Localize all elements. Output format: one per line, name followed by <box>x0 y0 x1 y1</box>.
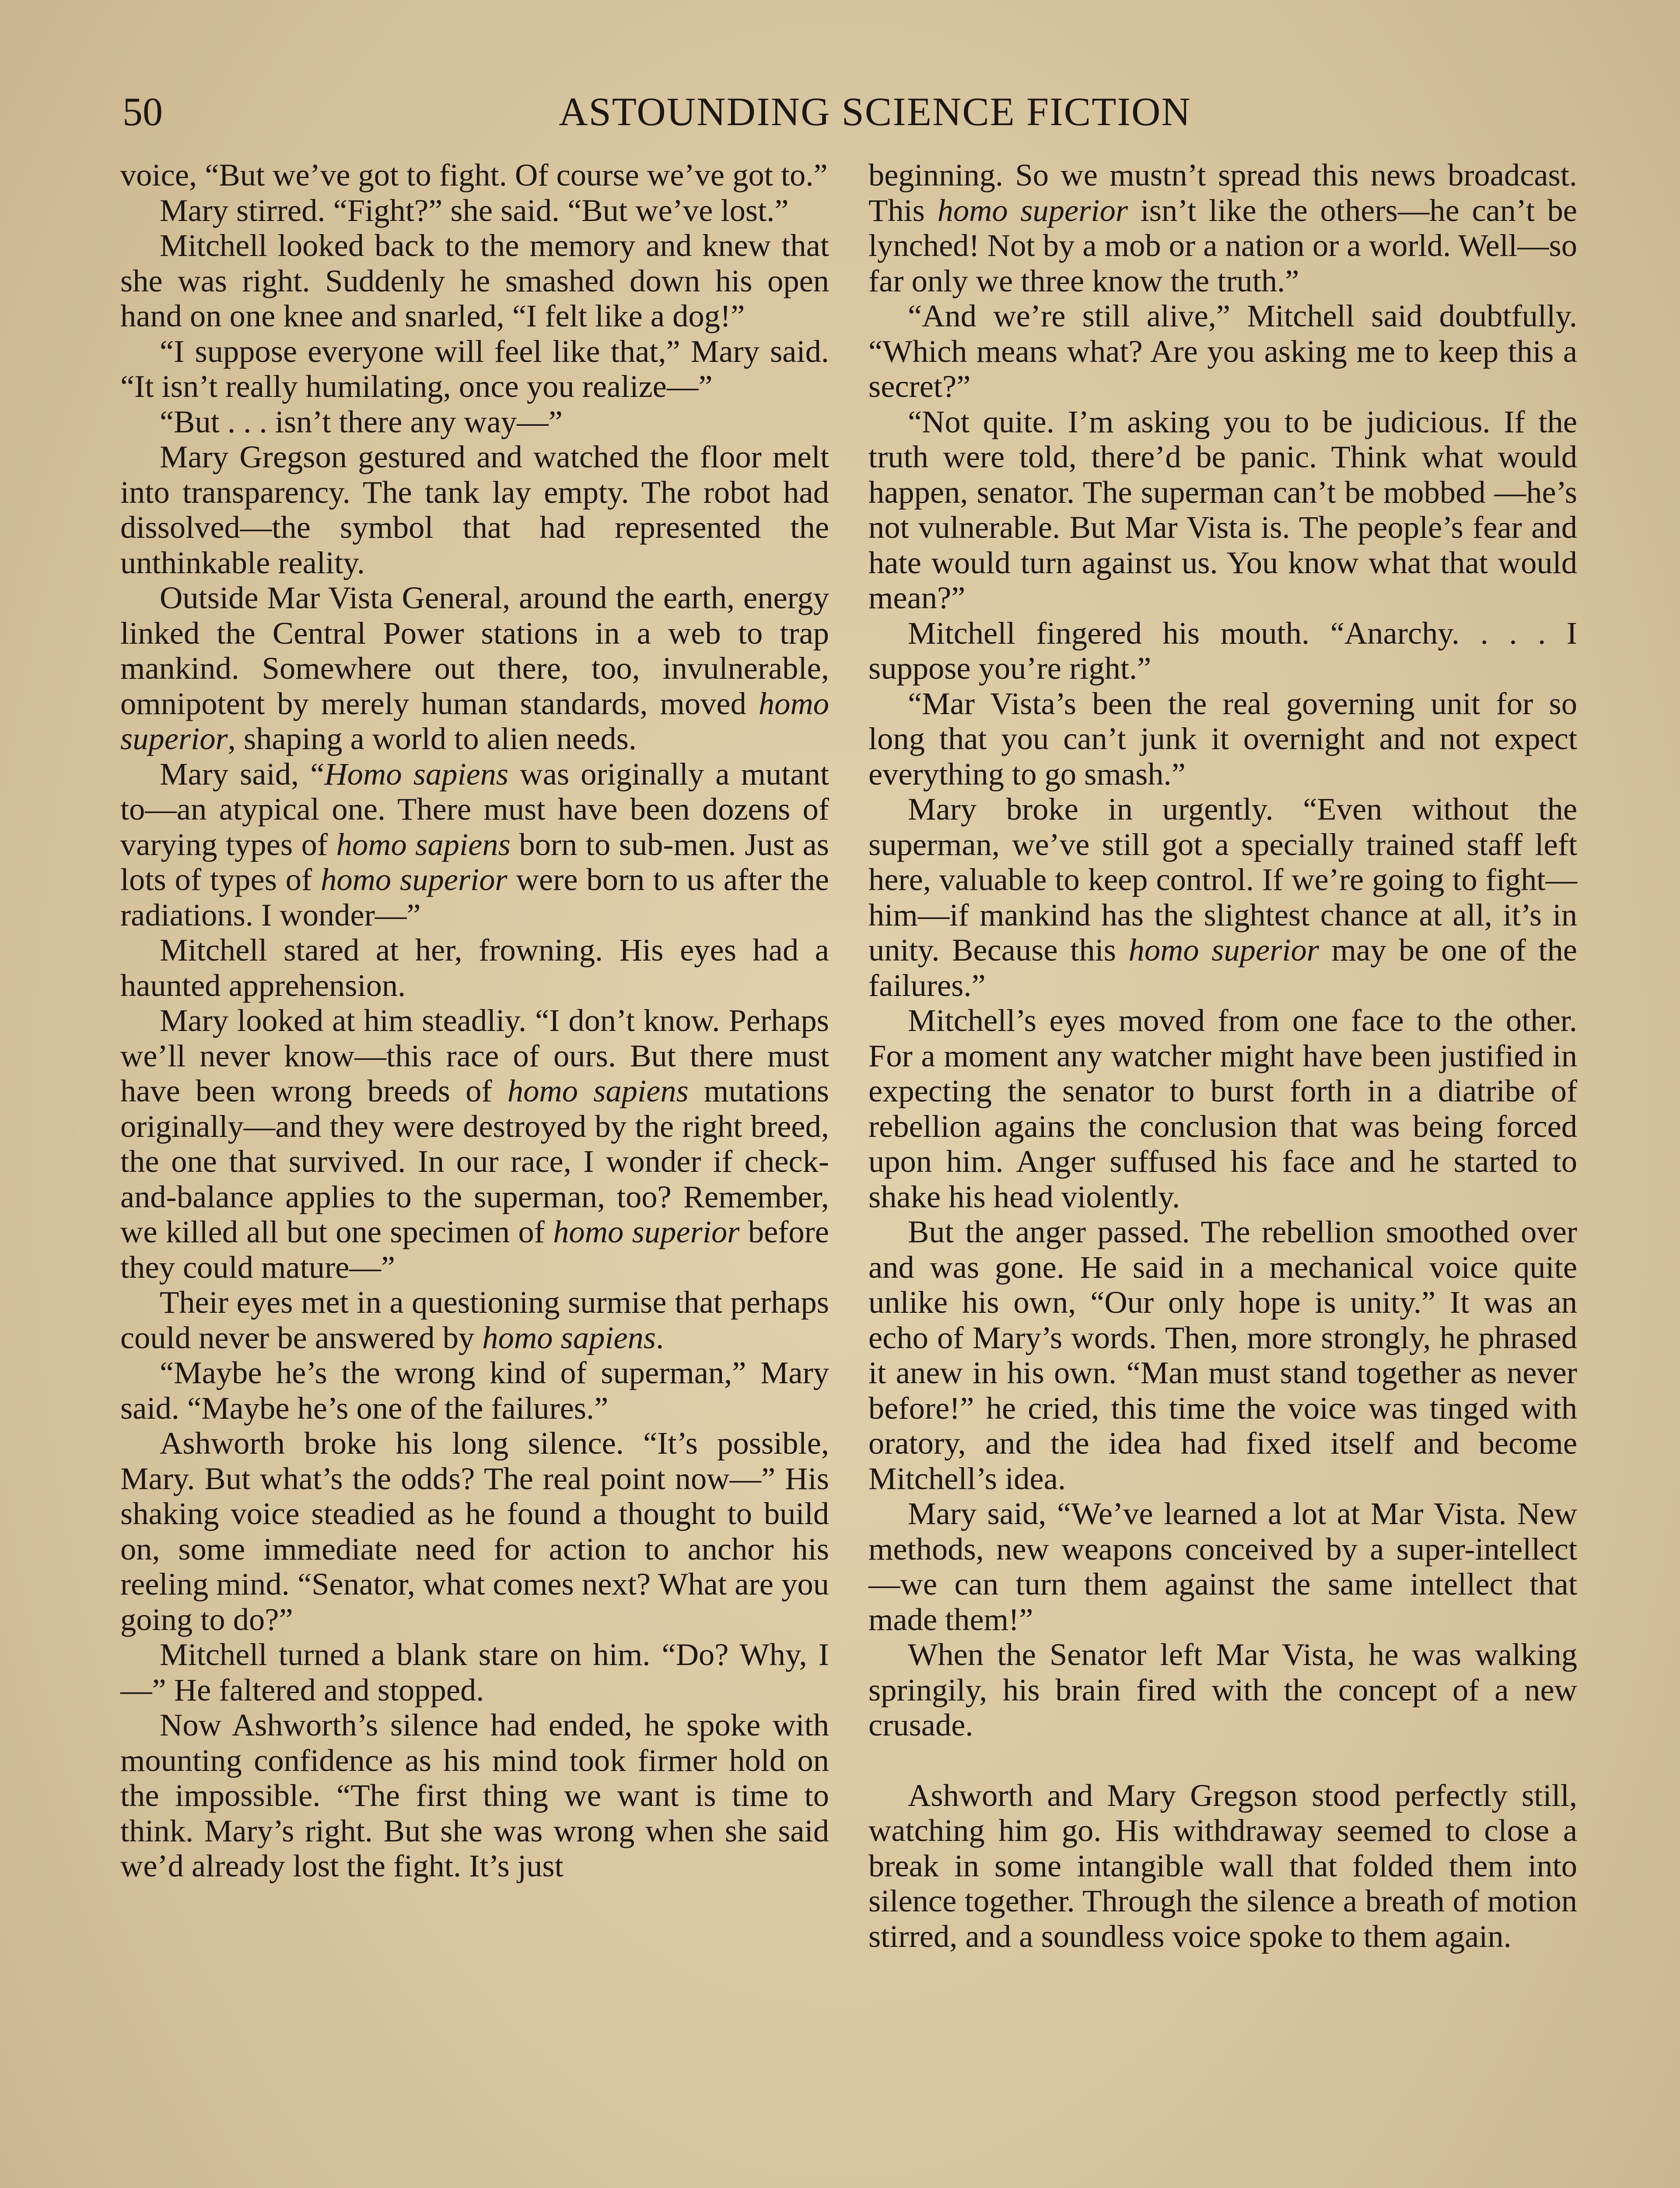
paragraph: Mary stirred. “Fight?” she said. “But we’ve lost.” <box>160 192 789 228</box>
paragraph: Mary broke in urgently. “Even without the superman, we’ve still got a specially trained staff left here, valuable to keep control. If we’re going to fight—him—if mankind has the slightest chance at all, it’s in unity. Because this homo superior may be one of the failures.” <box>868 791 1577 1003</box>
paragraph: “Maybe he’s the wrong kind of superman,” Mary said. “Maybe he’s one of the failures.” <box>120 1355 829 1426</box>
paragraph: Mary looked at him steadliy. “I don’t know. Perhaps we’ll never know—this race of ours. But there must have been wrong breeds of homo sapiens mutations originally—and they were destroyed by the right breed, the one that survived. In our race, I wonder if check-and-balance applies to the superman, too? Remember, we killed all but one specimen of homo superior before they could mature—” <box>120 1003 830 1285</box>
paragraph: Ashworth and Mary Gregson stood perfectly still, watching him go. His withdraway seemed to close a break in some intangible wall that folded them into silence together. Through the silence a breath of motion stirred, and a soundless voice spoke to them again. <box>868 1777 1577 1954</box>
left-column <box>120 158 829 1884</box>
paragraph: voice, “But we’ve got to fight. Of course we’ve got to.” <box>120 157 828 193</box>
paragraph: Mitchell looked back to the memory and knew that she was right. Suddenly he smashed down his open hand on one knee and snarled, “I felt like a dog!” <box>120 228 829 333</box>
paragraph: Now Ashworth’s silence had ended, he spoke with mounting confidence as his mind took firmer hold on the impossible. “The first thing we want is time to think. Mary’s right. But she was wrong when she said we’d already lost the fight. It’s just <box>120 1707 829 1883</box>
paragraph: Mitchell fingered his mouth. “Anarchy. . . . I suppose you’re right.” <box>868 615 1577 686</box>
paragraph: beginning. So we mustn’t spread this news broadcast. This homo superior isn’t like the others—he can’t be lynched! Not by a mob or a nation or a world. Well—so far only we three know the truth.” <box>868 157 1577 298</box>
right-column <box>868 158 1577 1954</box>
page-header <box>122 83 1558 140</box>
paragraph: “But . . . isn’t there any way—” <box>160 403 563 439</box>
paragraph: “Not quite. I’m asking you to be judicious. If the truth were told, there’d be panic. Think what would happen, senator. The superman can’t be mobbed —he’s not vulnerable. But Mar Vista is. The people’s fear and hate would turn against us. You know what that would mean?” <box>868 403 1577 615</box>
paragraph: “I suppose everyone will feel like that,” Mary said. “It isn’t really humilating, once you realize—” <box>120 333 829 404</box>
paragraph: Ashworth broke his long silence. “It’s possible, Mary. But what’s the odds? The real point now—” His shaking voice steadied as he found a thought to build on, some immediate need for action to anchor his reeling mind. “Senator, what comes next? What are you going to do?” <box>120 1425 829 1637</box>
paragraph: When the Senator left Mar Vista, he was walking springily, his brain fired with the concept of a new crusade. <box>868 1637 1577 1743</box>
paragraph: Mary said, “Homo sapiens was originally a mutant to—an atypical one. There must have been dozens of varying types of homo sapiens born to sub-men. Just as lots of types of homo superior were born to us after the radiations. I wonder—” <box>120 756 829 933</box>
paragraph: “And we’re still alive,” Mitchell said doubtfully. “Which means what? Are you asking me to keep this a secret?” <box>868 298 1577 404</box>
paragraph: Mitchell stared at her, frowning. His eyes had a haunted apprehension. <box>120 932 829 1003</box>
paragraph: Mitchell turned a blank stare on him. “Do? Why, I—” He faltered and stopped. <box>120 1637 829 1708</box>
page-number: 50 <box>122 89 163 134</box>
paragraph: Outside Mar Vista General, around the earth, energy linked the Central Power stations in a web to trap mankind. Somewhere out there, too, invulnerable, omnipotent by merely human standards, moved homo superior, shaping a world to alien needs. <box>120 580 829 756</box>
paragraph: “Mar Vista’s been the real governing unit for so long that you can’t junk it overnight and not expect everything to go smash.” <box>868 685 1577 792</box>
paragraph: But the anger passed. The rebellion smoothed over and was gone. He said in a mechanical voice quite unlike his own, “Our only hope is unity.” It was an echo of Mary’s words. Then, more strongly, he phrased it anew in his own. “Man must stand together as never before!” he cried, this time the voice was tinged with oratory, and the idea had fixed itself and become Mitchell’s idea. <box>868 1214 1577 1496</box>
paragraph: Mitchell’s eyes moved from one face to the other. For a moment any watcher might have been justified in expecting the senator to burst forth in a diatribe of rebellion agains the conclusion that was being forced upon him. Anger suffused his face and he started to shake his head violently. <box>868 1003 1577 1214</box>
paragraph: Mary said, “We’ve learned a lot at Mar Vista. New methods, new weapons conceived by a super-intellect—we can turn them against the same intellect that made them!” <box>868 1496 1577 1637</box>
paragraph: Mary Gregson gestured and watched the floor melt into transparency. The tank lay empty. The robot had dissolved—the symbol that had represented the unthinkable reality. <box>120 439 829 580</box>
paragraph: Their eyes met in a questioning surmise that perhaps could never be answered by homo sapiens. <box>120 1284 829 1355</box>
running-head: ASTOUNDING SCIENCE FICTION <box>559 89 1191 134</box>
